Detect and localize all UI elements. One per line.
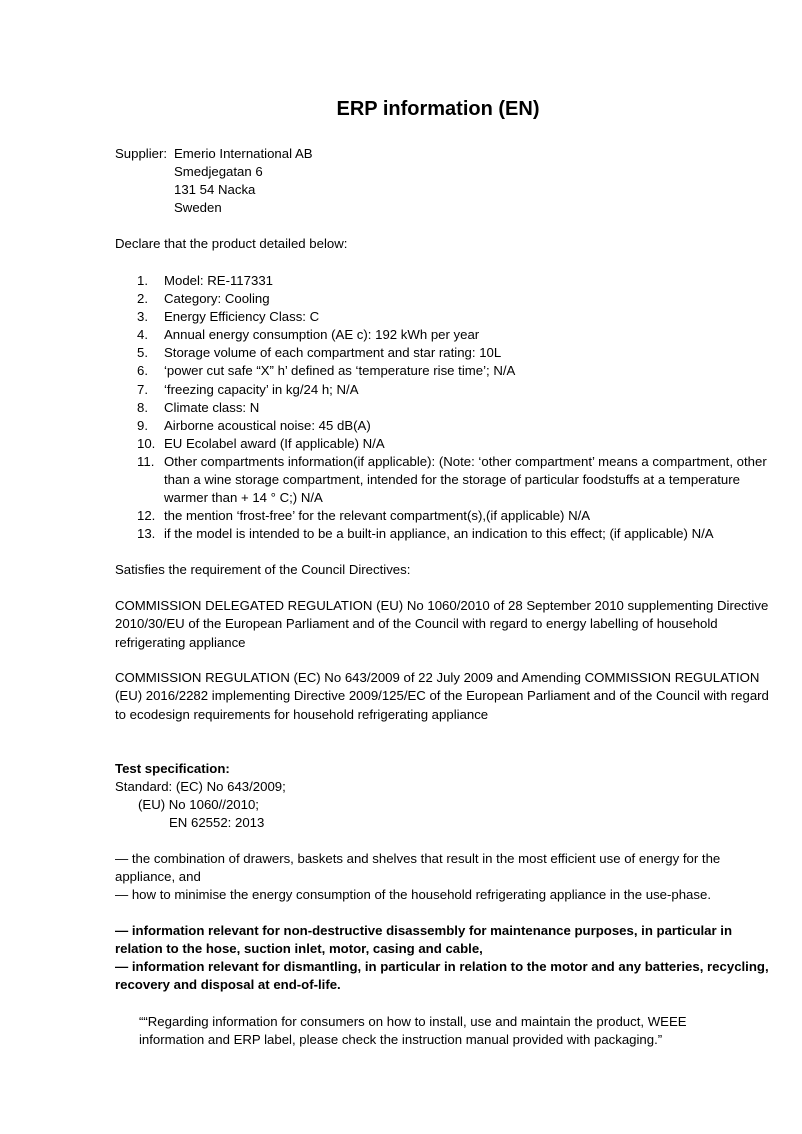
standard-2: (EU) No 1060//2010; <box>138 797 259 812</box>
list-item: 13. if the model is intended to be a built-in appliance, an indication to this effect; (if applicable) N/A <box>137 526 714 542</box>
minimise-text: — how to minimise the energy consumption of the household refrigerating appliance in the use-phase. <box>115 887 711 902</box>
list-item: 6. ‘power cut safe “X” h’ defined as ‘temperature rise time’; N/A <box>137 363 516 379</box>
list-item: 9. Airborne acoustical noise: 45 dB(A) <box>137 417 371 433</box>
test-spec-heading: Test specification: <box>115 761 230 776</box>
list-item: 7. ‘freezing capacity’ in kg/24 h; N/A <box>137 381 359 397</box>
list-item: 2. Category: Cooling <box>137 291 270 307</box>
regulation-643-text: COMMISSION REGULATION (EC) No 643/2009 of 22 July 2009 and Amending COMMISSION REGULATION (EU) 2016/2282 implementing Directive 2009/125/EC of the European Parliament and of the Council with regard to ecodesign requirements for household refrigerating appliance <box>115 670 769 722</box>
supplier-postal: 131 54 Nacka <box>174 182 256 197</box>
list-item: 4. Annual energy consumption (AE c): 192 kWh per year <box>137 327 480 343</box>
standard-1: Standard: (EC) No 643/2009; <box>115 779 286 794</box>
supplier-label: Supplier: <box>115 146 168 161</box>
supplier-name: Emerio International AB <box>174 146 313 161</box>
declare-text: Declare that the product detailed below: <box>115 236 348 251</box>
list-item: 3. Energy Efficiency Class: C <box>137 309 320 325</box>
supplier-street: Smedjegatan 6 <box>174 164 263 179</box>
list-item: 12. the mention ‘frost-free’ for the relevant compartment(s),(if applicable) N/A <box>137 508 591 524</box>
product-details-list <box>137 272 777 543</box>
list-item: 11. Other compartments information(if applicable): (Note: ‘other compartment’ means a compartment, other than a wine storage compartment, intended for the storage of particular foodstuffs at a temperature warmer than + 14 ° C;) N/A <box>137 453 767 506</box>
satisfies-text: Satisfies the requirement of the Council Directives: <box>115 562 411 577</box>
combination-text: — the combination of drawers, baskets and shelves that result in the most efficient use of energy for the appliance, and <box>115 851 721 885</box>
list-item: 1. Model: RE-117331 <box>137 273 273 288</box>
disassembly-info-text: — information relevant for non-destructive disassembly for maintenance purposes, in particular in relation to the hose, suction inlet, motor, casing and cable, <box>115 923 733 957</box>
dismantling-info-text: — information relevant for dismantling, in particular in relation to the motor and any batteries, recycling, recovery and disposal at end-of-life. <box>115 959 769 993</box>
supplier-country: Sweden <box>174 200 222 215</box>
standard-3: EN 62552: 2013 <box>169 815 265 830</box>
list-item: 5. Storage volume of each compartment and star rating: 10L <box>137 345 502 361</box>
list-item: 8. Climate class: N <box>137 399 260 415</box>
list-item: 10. EU Ecolabel award (If applicable) N/A <box>137 435 385 451</box>
page-title: ERP information (EN) <box>336 98 540 120</box>
closing-quote: ““Regarding information for consumers on how to install, use and maintain the product, WEEE information and ERP label, please check the instruction manual provided with packaging.” <box>139 1014 687 1048</box>
regulation-1060-text: COMMISSION DELEGATED REGULATION (EU) No 1060/2010 of 28 September 2010 supplementing Directive 2010/30/EU of the European Parliament and of the Council with regard to energy labelling of household refrigerating appliance <box>115 598 769 650</box>
